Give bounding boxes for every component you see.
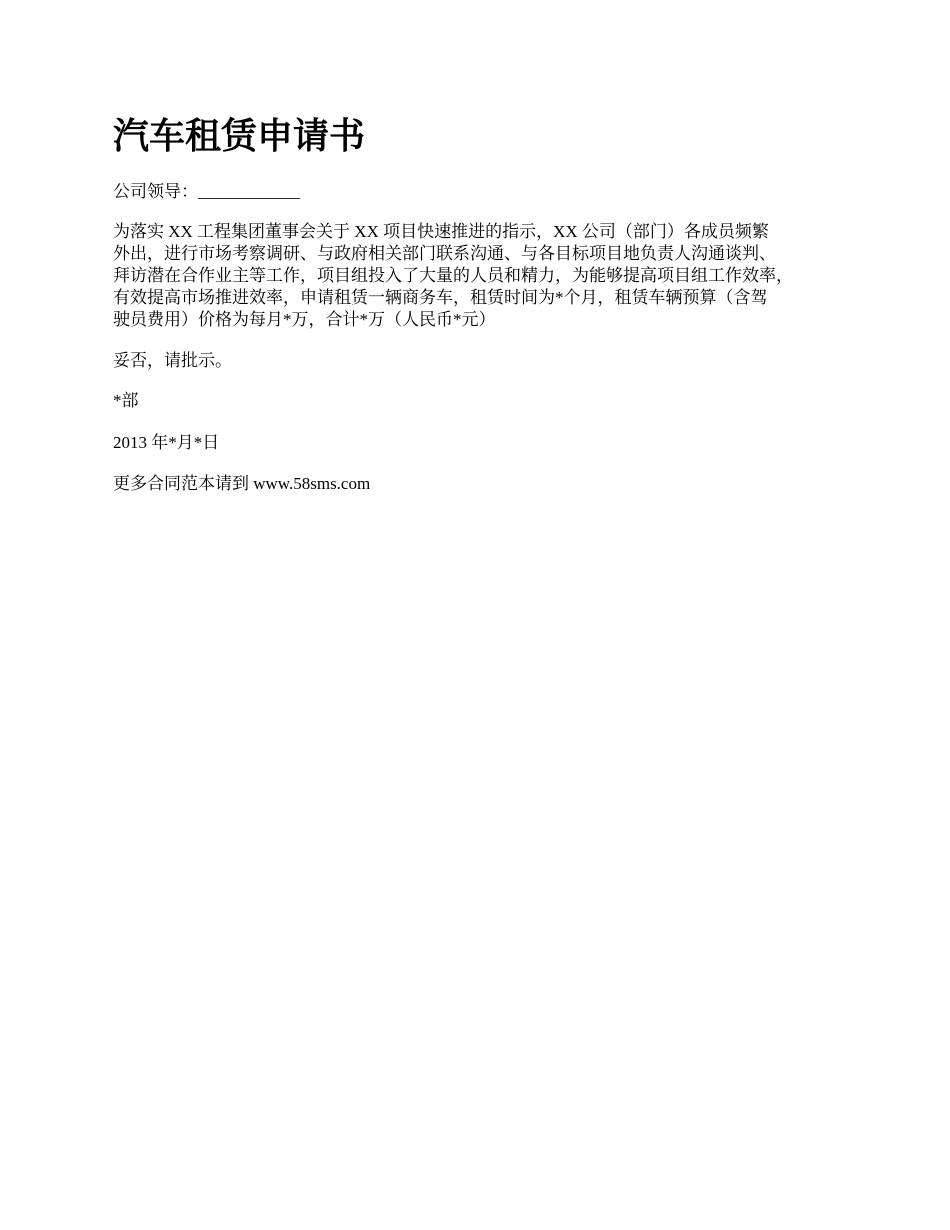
document-title: 汽车租赁申请书 (113, 116, 366, 156)
closing-remark: 妥否，请批示。 (113, 351, 232, 370)
salutation: 公司领导：____________ (113, 182, 300, 201)
body-line: 为落实 XX 工程集团董事会关于 XX 项目快速推进的指示，XX 公司（部门）各成员频繁 (113, 222, 769, 241)
body-paragraph (113, 221, 853, 331)
body-line: 拜访潜在合作业主等工作，项目组投入了大量的人员和精力，为能够提高项目组工作效率， (113, 266, 793, 285)
signature-date: 2013 年*月*日 (113, 433, 220, 452)
body-line: 有效提高市场推进效率，申请租赁一辆商务车，租赁时间为*个月，租赁车辆预算（含驾 (113, 288, 768, 307)
signature-department: *部 (113, 391, 139, 410)
footer-note: 更多合同范本请到 www.58sms.com (113, 474, 371, 493)
body-line: 驶员费用）价格为每月*万，合计*万（人民币*元） (113, 310, 496, 329)
body-line: 外出，进行市场考察调研、与政府相关部门联系沟通、与各目标项目地负责人沟通谈判、 (113, 244, 776, 263)
